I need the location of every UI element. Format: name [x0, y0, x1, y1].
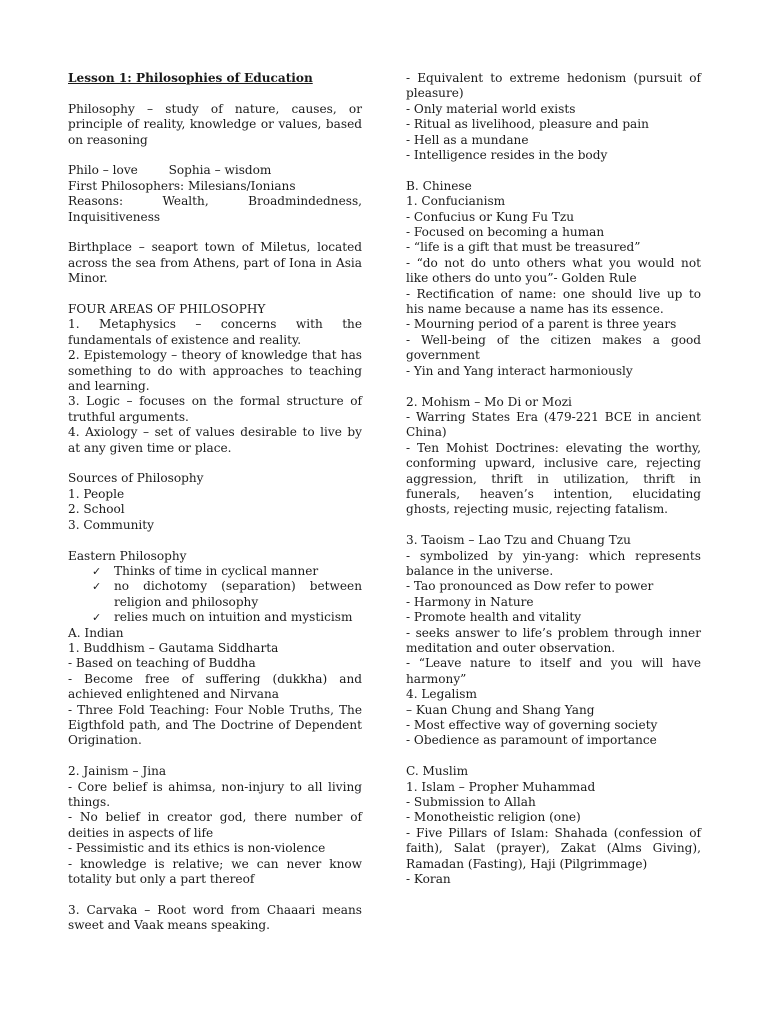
confucianism-line: - “do not do unto others what you would not like others do unto you”- Golden Rule	[406, 255, 701, 286]
area-item: 4. Axiology – set of values desirable to live by at any given time or place.	[68, 425, 362, 455]
legalism-line: 4. Legalism	[406, 687, 477, 702]
carvaka-heading: 3. Carvaka – Root word from Chaaari means sweet and Vaak means speaking.	[68, 902, 362, 933]
confucianism-line: - “life is a gift that must be treasured”	[406, 240, 641, 255]
area-item: 2. Epistemology – theory of knowledge that has something to do with approaches to teaching and learning.	[68, 348, 362, 394]
legalism-line: - Most effective way of governing society	[406, 718, 658, 733]
confucianism-line: 1. Confucianism	[406, 194, 506, 209]
mohism-line: - Warring States Era (479-221 BCE in ancient China)	[406, 409, 701, 440]
taoism-line: - symbolized by yin-yang: which represents balance in the universe.	[406, 548, 701, 578]
jainism-line: - No belief in creator god, there number of deities in aspects of life	[68, 810, 362, 840]
islam-line: 1. Islam – Propher Muhammad	[406, 779, 596, 794]
buddhism-line: - Based on teaching of Buddha	[68, 656, 256, 671]
carvaka-item: - Hell as a mundane	[406, 132, 529, 147]
legalism-line: – Kuan Chung and Shang Yang	[406, 702, 595, 717]
mohism-line: 2. Mohism – Mo Di or Mozi	[406, 394, 572, 409]
jainism-line: 2. Jainism – Jina	[68, 764, 167, 779]
philosophy-definition: Philosophy – study of nature, causes, or principle of reality, knowledge or values, based on reasoning	[68, 101, 362, 147]
checkmark-icon: ✓	[92, 564, 102, 578]
philo-sophia-line: Philo – love Sophia – wisdom	[68, 163, 272, 178]
right-column	[406, 71, 701, 887]
confucianism-line: - Confucius or Kung Fu Tzu	[406, 209, 575, 224]
four-areas-heading: FOUR AREAS OF PHILOSOPHY	[68, 302, 266, 317]
reasons: Reasons: Wealth, Broadmindedness, Inquisitiveness	[68, 194, 362, 224]
buddhism-line: 1. Buddhism – Gautama Siddharta	[68, 640, 279, 655]
checklist-item	[92, 610, 362, 625]
islam-line: - Five Pillars of Islam: Shahada (confession of faith), Salat (prayer), Zakat (Alms Giving), Ramadan (Fasting), Haji (Pilgrimmage)	[406, 825, 701, 871]
taoism-line: - Harmony in Nature	[406, 594, 534, 609]
muslim-heading: C. Muslim	[406, 764, 469, 779]
checklist-item	[92, 564, 362, 579]
eastern-heading: Eastern Philosophy	[68, 548, 187, 563]
checkmark-icon: ✓	[92, 580, 102, 594]
first-philosophers: First Philosophers: Milesians/Ionians	[68, 178, 296, 193]
checklist-text: Thinks of time in cyclical manner	[114, 563, 319, 578]
chinese-heading: B. Chinese	[406, 178, 472, 193]
confucianism-line: - Focused on becoming a human	[406, 225, 605, 240]
carvaka-item: - Only material world exists	[406, 101, 576, 116]
taoism-line: - Promote health and vitality	[406, 610, 582, 625]
carvaka-item: - Equivalent to extreme hedonism (pursuit of pleasure)	[406, 71, 701, 101]
taoism-line: - seeks answer to life’s problem through inner meditation and outer observation.	[406, 625, 701, 655]
jainism-line: - knowledge is relative; we can never know totality but only a part thereof	[68, 856, 362, 887]
source-item: 1. People	[68, 486, 125, 501]
sources-heading: Sources of Philosophy	[68, 471, 204, 486]
left-column	[68, 71, 362, 934]
lesson-title: Lesson 1: Philosophies of Education	[68, 71, 313, 85]
confucianism-line: - Yin and Yang interact harmoniously	[406, 363, 633, 378]
checkmark-icon: ✓	[92, 611, 102, 625]
islam-line: - Submission to Allah	[406, 795, 536, 810]
jainism-line: - Pessimistic and its ethics is non-violence	[68, 841, 326, 856]
indian-heading: A. Indian	[68, 625, 124, 640]
islam-line: - Monotheistic religion (one)	[406, 810, 581, 825]
jainism-line: - Core belief is ahimsa, non-injury to all living things.	[68, 779, 362, 809]
buddhism-line: - Become free of suffering (dukkha) and achieved enlightened and Nirvana	[68, 671, 362, 702]
mohism-line: - Ten Mohist Doctrines: elevating the worthy, conforming upward, inclusive care, rejecting aggression, thrift in utilization, thrift in funerals, heaven’s intention, elucidating ghosts, rejecting music, rejecting fatalism.	[406, 440, 701, 517]
area-item: 1. Metaphysics – concerns with the fundamentals of existence and reality.	[68, 317, 362, 347]
buddhism-line: - Three Fold Teaching: Four Noble Truths, The Eigthfold path, and The Doctrine of Dependent Origination.	[68, 702, 362, 748]
legalism-line: - Obedience as paramount of importance	[406, 733, 657, 748]
confucianism-line: - Well-being of the citizen makes a good government	[406, 332, 701, 363]
carvaka-item: - Ritual as livelihood, pleasure and pain	[406, 117, 649, 132]
taoism-line: - “Leave nature to itself and you will have harmony”	[406, 656, 701, 686]
checklist-item	[92, 579, 362, 610]
islam-line: - Koran	[406, 872, 451, 887]
confucianism-line: - Rectification of name: one should live up to his name because a name has its essence.	[406, 286, 701, 317]
birthplace: Birthplace – seaport town of Miletus, located across the sea from Athens, part of Iona in Asia Minor.	[68, 240, 362, 286]
checklist-text: relies much on intuition and mysticism	[114, 610, 353, 625]
source-item: 3. Community	[68, 517, 154, 532]
checklist-text: no dichotomy (separation) between religion and philosophy	[114, 579, 362, 609]
carvaka-item: - Intelligence resides in the body	[406, 148, 608, 163]
taoism-line: - Tao pronounced as Dow refer to power	[406, 579, 654, 594]
source-item: 2. School	[68, 502, 125, 517]
area-item: 3. Logic – focuses on the formal structure of truthful arguments.	[68, 394, 362, 424]
confucianism-line: - Mourning period of a parent is three years	[406, 317, 677, 332]
taoism-line: 3. Taoism – Lao Tzu and Chuang Tzu	[406, 533, 631, 548]
